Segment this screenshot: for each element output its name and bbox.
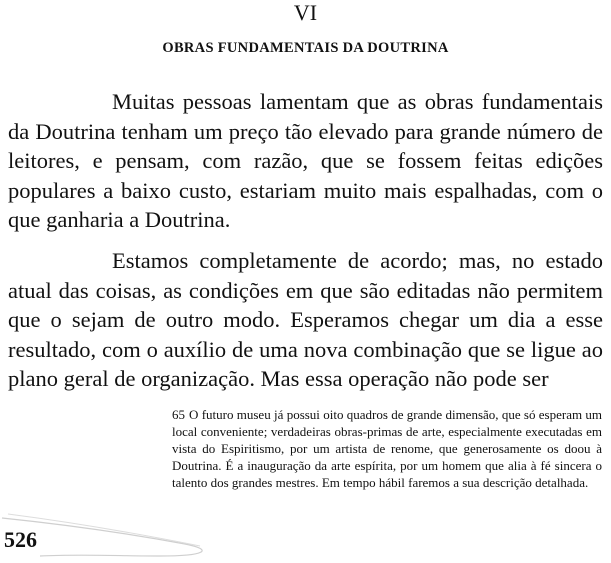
chapter-title: OBRAS FUNDAMENTAIS DA DOUTRINA: [162, 40, 449, 56]
paragraph-text: Estamos completamente de acordo; mas, no estado atual das coisas, as condições em que são editadas não permitem que o sejam de outro modo. Esperamos chegar um dia a esse resultado, com o auxílio de uma nova combinação que se ligue ao plano geral de organização. Mas essa operação não pode ser: [8, 248, 603, 392]
footnote-text: O futuro museu já possui oito quadros de grande dimensão, que só esperam um local conveniente; verdadeiras obras-primas de arte, especialmente executadas em vista do Espiritismo, por um artista de renome, que generosamente os doou à Doutrina. É a inauguração da arte espírita, por um homem que alia à fé sincera o talento dos grandes mestres. Em tempo hábil faremos a sua descrição detalhada.: [172, 407, 602, 490]
decorative-swoosh: [0, 510, 260, 563]
chapter-number: VI: [293, 0, 318, 25]
paragraph-text: Muitas pessoas lamentam que as obras fundamentais da Doutrina tenham um preço tão elevado para grande número de leitores, e pensam, com razão, que se fossem feitas edições populares a baixo custo, estariam muito mais espalhadas, com o que ganharia a Doutrina.: [8, 89, 603, 233]
body-paragraph: [8, 87, 603, 235]
footnote: [172, 406, 602, 491]
page-number: 526: [4, 527, 37, 552]
footnote-marker: 65: [172, 407, 185, 422]
body-paragraph: [8, 246, 603, 394]
